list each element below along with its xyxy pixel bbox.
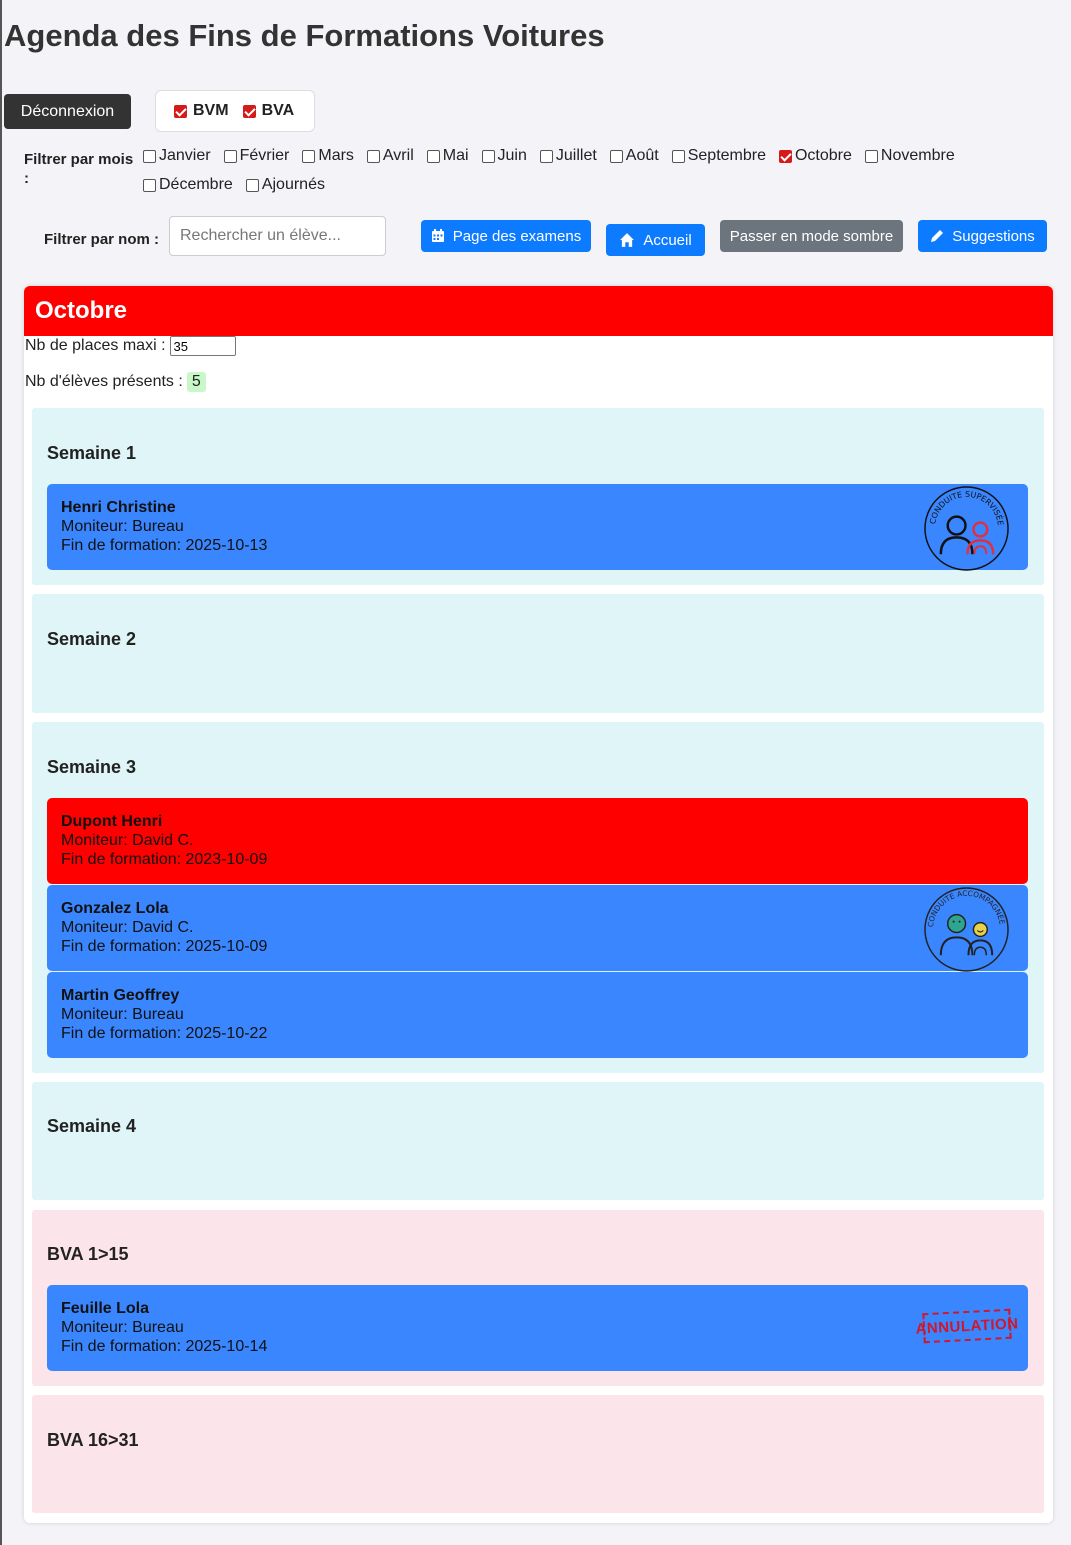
home-icon <box>619 232 635 248</box>
accompanied-driving-icon <box>923 886 1010 973</box>
month-label: Ajournés <box>261 176 325 193</box>
page-title: Agenda des Fins de Formations Voitures <box>4 18 605 53</box>
checkbox-icon[interactable] <box>482 150 495 163</box>
month-label: Février <box>239 147 290 164</box>
exams-page-label: Page des examens <box>452 227 582 245</box>
home-button[interactable] <box>606 224 705 256</box>
month-checkbox-juin[interactable] <box>482 146 527 166</box>
checkbox-icon[interactable] <box>246 179 259 192</box>
bvm-check-icon[interactable] <box>174 105 187 118</box>
student-fin-formation: Fin de formation: 2025-10-09 <box>61 938 268 955</box>
month-checkbox-octobre[interactable] <box>779 146 852 166</box>
week-title: Semaine 3 <box>47 757 137 777</box>
student-moniteur: Moniteur: Bureau <box>61 518 184 535</box>
bva-checkbox[interactable] <box>243 102 295 120</box>
bvm-label: BVM <box>193 102 229 119</box>
search-input[interactable] <box>169 216 386 256</box>
week-section-1 <box>32 408 1044 585</box>
logout-button[interactable]: Déconnexion <box>4 94 131 129</box>
month-label: Mai <box>442 147 469 164</box>
exams-page-button[interactable] <box>421 220 591 252</box>
dark-mode-button[interactable]: Passer en mode sombre <box>720 220 903 252</box>
badge-arc-text: CONDUITE ACCOMPAGNÉE <box>925 888 1007 928</box>
month-filter <box>143 146 1023 195</box>
student-moniteur: Moniteur: David C. <box>61 919 194 936</box>
checkbox-icon[interactable] <box>540 150 553 163</box>
home-label: Accueil <box>643 231 692 249</box>
pencil-icon <box>930 229 944 243</box>
name-filter-label: Filtrer par nom : <box>44 231 160 248</box>
present-count-badge: 5 <box>187 372 206 392</box>
month-label: Octobre <box>794 147 852 164</box>
bva-check-icon[interactable] <box>243 105 256 118</box>
month-filter-label: Filtrer par mois : <box>24 151 134 187</box>
student-card[interactable] <box>47 484 1028 570</box>
month-checkbox-septembre[interactable] <box>672 146 766 166</box>
week-section-2 <box>32 594 1044 713</box>
month-checkbox-aout[interactable] <box>610 146 659 166</box>
month-checkbox-mai[interactable] <box>427 146 469 166</box>
month-checkbox-mars[interactable] <box>302 146 354 166</box>
month-label: Novembre <box>880 147 955 164</box>
week-title: Semaine 2 <box>47 629 137 649</box>
student-card[interactable] <box>47 1285 1028 1371</box>
month-checkbox-decembre[interactable] <box>143 175 233 195</box>
checkbox-icon[interactable] <box>302 150 315 163</box>
student-fin-formation: Fin de formation: 2025-10-13 <box>61 537 268 554</box>
student-moniteur: Moniteur: David C. <box>61 832 194 849</box>
bvm-checkbox[interactable] <box>174 102 229 120</box>
student-card[interactable] <box>47 798 1028 884</box>
student-fin-formation: Fin de formation: 2025-10-22 <box>61 1025 268 1042</box>
month-label: Mars <box>318 147 354 164</box>
calendar-icon <box>431 229 445 243</box>
suggestions-button[interactable] <box>918 220 1047 252</box>
checkbox-icon[interactable] <box>779 150 792 163</box>
student-name: Feuille Lola <box>61 1300 150 1317</box>
present-count-row <box>25 372 206 392</box>
month-checkbox-ajournes[interactable] <box>246 175 325 195</box>
max-places-label: Nb de places maxi : <box>25 337 166 354</box>
student-card[interactable] <box>47 885 1028 971</box>
month-checkbox-avril[interactable] <box>367 146 414 166</box>
week-title: BVA 1>15 <box>47 1244 129 1264</box>
week-title: BVA 16>31 <box>47 1430 139 1450</box>
bva-section-1-15 <box>32 1210 1044 1386</box>
badge-arc-text: CONDUITE SUPERVISÉE <box>928 489 1006 527</box>
checkbox-icon[interactable] <box>224 150 237 163</box>
checkbox-icon[interactable] <box>143 150 156 163</box>
checkbox-icon[interactable] <box>610 150 623 163</box>
student-moniteur: Moniteur: Bureau <box>61 1319 184 1336</box>
checkbox-icon[interactable] <box>865 150 878 163</box>
month-checkbox-fevrier[interactable] <box>224 146 290 166</box>
student-name: Henri Christine <box>61 499 176 516</box>
supervised-driving-icon <box>923 485 1010 572</box>
student-moniteur: Moniteur: Bureau <box>61 1006 184 1023</box>
checkbox-icon[interactable] <box>143 179 156 192</box>
month-card-title: Octobre <box>24 286 1053 336</box>
month-label: Septembre <box>687 147 766 164</box>
bva-label: BVA <box>261 102 295 119</box>
week-section-4 <box>32 1082 1044 1200</box>
month-label: Juillet <box>555 147 597 164</box>
student-name: Dupont Henri <box>61 813 163 830</box>
month-label: Décembre <box>159 176 233 193</box>
transmission-filter <box>155 90 315 132</box>
month-label: Juin <box>497 147 527 164</box>
bva-section-16-31 <box>32 1395 1044 1513</box>
week-title: Semaine 1 <box>47 443 137 463</box>
student-fin-formation: Fin de formation: 2025-10-14 <box>61 1338 268 1355</box>
month-label: Janvier <box>159 147 211 164</box>
week-title: Semaine 4 <box>47 1116 137 1136</box>
checkbox-icon[interactable] <box>367 150 380 163</box>
student-name: Gonzalez Lola <box>61 900 169 917</box>
cancellation-stamp: ANNULATION <box>922 1309 1011 1344</box>
checkbox-icon[interactable] <box>427 150 440 163</box>
max-places-input[interactable] <box>170 336 236 356</box>
month-checkbox-juillet[interactable] <box>540 146 597 166</box>
month-checkbox-novembre[interactable] <box>865 146 955 166</box>
max-places-row <box>25 336 236 356</box>
student-fin-formation: Fin de formation: 2023-10-09 <box>61 851 268 868</box>
checkbox-icon[interactable] <box>672 150 685 163</box>
student-name: Martin Geoffrey <box>61 987 180 1004</box>
month-label: Avril <box>382 147 414 164</box>
month-checkbox-janvier[interactable] <box>143 146 211 166</box>
week-section-3 <box>32 722 1044 1073</box>
month-card <box>24 286 1053 1523</box>
suggestions-label: Suggestions <box>952 227 1035 245</box>
student-card[interactable] <box>47 972 1028 1058</box>
month-label: Août <box>625 147 659 164</box>
present-label: Nb d'élèves présents : <box>25 373 183 390</box>
